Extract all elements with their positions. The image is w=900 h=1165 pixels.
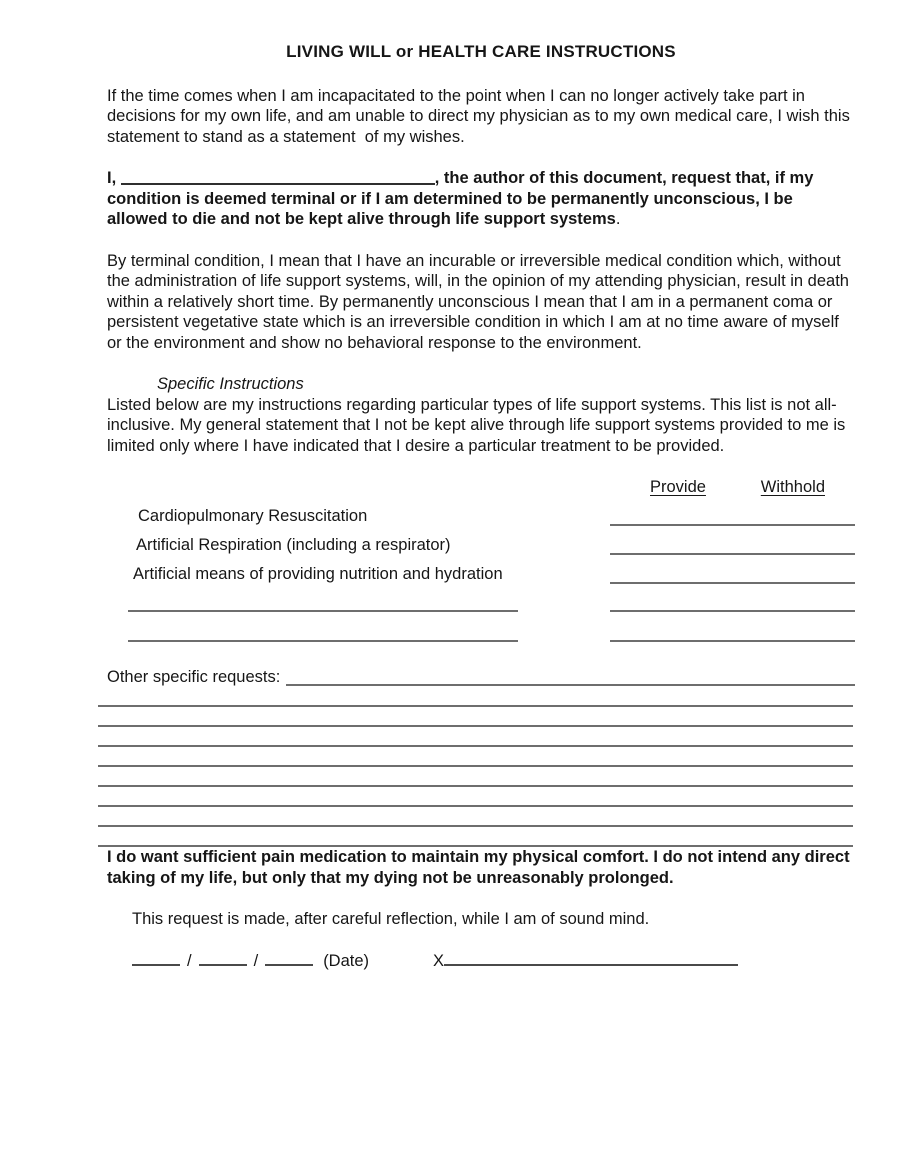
treatment-table: [107, 477, 855, 643]
page-title: LIVING WILL or HEALTH CARE INSTRUCTIONS: [286, 42, 676, 61]
treatment-row-custom-2: [107, 613, 855, 643]
other-requests-label: Other specific requests:: [107, 667, 281, 686]
writing-line[interactable]: [98, 787, 853, 807]
specific-instructions-body: Listed below are my instructions regarding particular types of life support systems. This list is not all-inclusive. My general statement that I not be kept alive through life support systems provided to me is limited only where I have indicated that I desire a particular treatment to be provided.: [107, 395, 850, 455]
date-year-blank[interactable]: [265, 954, 313, 966]
treatment-label: Artificial Respiration (including a respirator): [136, 536, 451, 554]
date-signature-row: [107, 951, 855, 972]
provide-withhold-blank[interactable]: [610, 524, 855, 526]
custom-treatment-blank[interactable]: [128, 610, 518, 612]
withhold-column-header: Withhold: [760, 478, 825, 496]
treatment-table-header: [107, 477, 855, 498]
writing-line[interactable]: [98, 827, 853, 847]
intro-paragraph: If the time comes when I am incapacitated to the point when I can no longer actively take part in decisions for my own life, and am unable to direct my physician as to my own medical care, I wish this statement to stand as a statement of my wishes.: [107, 86, 855, 146]
treatment-row-respiration: [107, 527, 855, 556]
custom-treatment-blank[interactable]: [128, 640, 518, 642]
writing-line[interactable]: [98, 687, 853, 707]
treatment-row-nutrition: [107, 556, 855, 585]
declaration-paragraph: [107, 168, 855, 230]
declaration-period: .: [615, 210, 621, 228]
provide-withhold-blank[interactable]: [610, 553, 855, 555]
writing-line[interactable]: [98, 747, 853, 767]
pain-medication-statement: I do want sufficient pain medication to maintain my physical comfort. I do not intend any direct taking of my life, but only that my dying not be unreasonably prolonged.: [107, 848, 855, 887]
provide-withhold-blank[interactable]: [610, 640, 855, 642]
treatment-label: Cardiopulmonary Resuscitation: [138, 507, 368, 525]
signature-x-prefix: X: [433, 951, 445, 970]
writing-line[interactable]: [98, 707, 853, 727]
author-name-blank[interactable]: [121, 173, 435, 185]
writing-line[interactable]: [98, 807, 853, 827]
terminal-definition-paragraph: By terminal condition, I mean that I have an incurable or irreversible medical condition which, without the administration of life support systems, will, in the opinion of my attending physician, result in death within a relatively short time. By permanently unconscious I mean that I am in a permanent coma or persistent vegetative state which is an irreversible condition in which I am at no time aware of myself or the environment and show no behavioral response to the environment.: [107, 251, 854, 352]
other-requests-blank[interactable]: [286, 684, 855, 686]
treatment-row-custom-1: [107, 585, 855, 613]
treatment-row-cpr: [107, 498, 855, 527]
provide-column-header: Provide: [650, 478, 706, 496]
signature-blank[interactable]: [444, 954, 738, 966]
treatment-label: Artificial means of providing nutrition and hydration: [133, 565, 503, 583]
provide-withhold-blank[interactable]: [610, 582, 855, 584]
writing-line[interactable]: [98, 727, 853, 747]
date-separator: /: [253, 951, 259, 970]
writing-line[interactable]: [98, 767, 853, 787]
other-requests-writing-area: [107, 687, 855, 847]
date-month-blank[interactable]: [132, 954, 180, 966]
other-requests-row: [107, 667, 855, 688]
date-label: (Date): [323, 951, 370, 970]
declaration-suffix: , the author of this document, request that, if my condition is deemed terminal or if I am determined to be permanently unconscious, I be allowed to die and not be kept alive through life support systems: [107, 169, 818, 228]
sound-mind-statement: This request is made, after careful reflection, while I am of sound mind.: [132, 910, 650, 928]
date-separator: /: [187, 951, 192, 970]
declaration-prefix: I,: [107, 169, 121, 187]
date-day-blank[interactable]: [199, 954, 247, 966]
specific-instructions-heading: Specific Instructions: [157, 375, 304, 393]
provide-withhold-blank[interactable]: [610, 610, 855, 612]
